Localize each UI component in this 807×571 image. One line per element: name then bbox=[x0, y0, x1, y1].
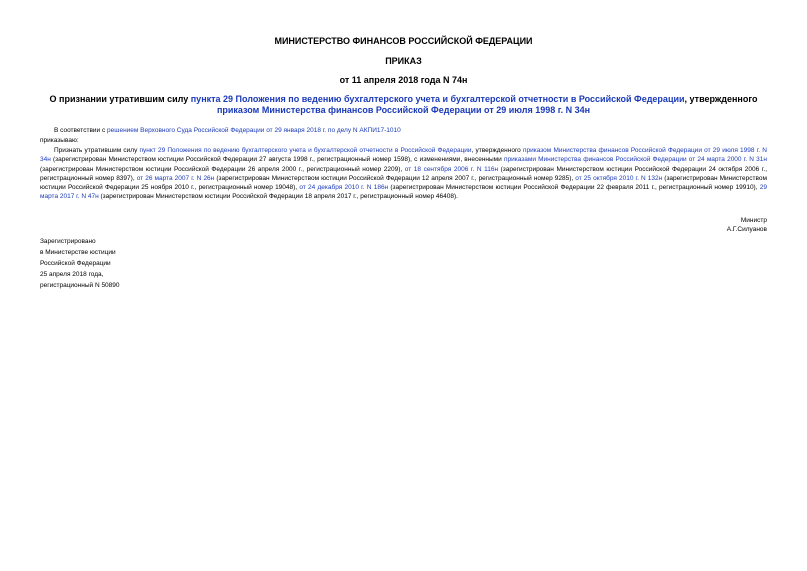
body-link-order-26n[interactable]: от 26 марта 2007 г. N 26н bbox=[136, 174, 215, 182]
body-text-2: , утвержденного bbox=[471, 147, 523, 154]
body-link-order-47n[interactable]: 29 марта 2017 г. N 47н bbox=[40, 184, 767, 201]
title-link-point-29[interactable]: пункта 29 Положения по ведению бухгалтерского учета и бухгалтерской отчетности в Российской Федерации bbox=[190, 94, 685, 104]
body-link-order-34n[interactable]: приказом Министерства финансов Российской Федерации от 29 июля 1998 г. N 34н bbox=[40, 147, 767, 164]
body-text-6: (зарегистрирован Министерством юстиции Российской Федерации 12 апреля 2007 г., регистрационный номер 9285), bbox=[214, 174, 576, 182]
body-text-3: (зарегистрирован Министерством юстиции Российской Федерации 27 августа 1998 г., регистрационный номер 1598), с изменениями, внесенными bbox=[50, 156, 504, 164]
title-text-2: , утвержденного bbox=[684, 94, 758, 104]
preamble bbox=[54, 126, 781, 135]
document-title bbox=[40, 94, 767, 116]
signature-position: Министр bbox=[740, 217, 767, 224]
preamble-link-court-decision[interactable]: решением Верховного Суда Российской Федерации от 29 января 2018 г. по делу N АКПИ17-1010 bbox=[107, 127, 401, 134]
body-text-7: (зарегистрирован Министерством юстиции Российской Федерации 25 ноября 2010 г., регистрационный номер 19048), bbox=[40, 174, 767, 192]
body-link-point-29[interactable]: пункт 29 Положения по ведению бухгалтерского учета и бухгалтерской отчетности в Российской Федерации bbox=[139, 147, 472, 154]
registration-line-4: 25 апреля 2018 года, bbox=[40, 271, 104, 278]
doc-type-heading: ПРИКАЗ bbox=[385, 56, 422, 66]
signature-name: А.Г.Силуанов bbox=[726, 226, 767, 233]
body-text-4: (зарегистрирован Министерством юстиции Российской Федерации 26 апреля 2000 г., регистрационный номер 2209), bbox=[40, 165, 405, 173]
title-text-1: О признании утратившим силу bbox=[49, 94, 191, 104]
registration-line-1: Зарегистрировано bbox=[40, 238, 96, 245]
body-link-order-132n[interactable]: от 25 октября 2010 г. N 132н bbox=[575, 174, 663, 182]
body-link-order-186n[interactable]: от 24 декабря 2010 г. N 186н bbox=[299, 184, 389, 192]
body-text-5: (зарегистрирован Министерством юстиции Российской Федерации 24 октября 2006 г., регистрационный номер 8397), bbox=[40, 165, 767, 182]
signature-block bbox=[727, 216, 767, 234]
body-link-order-116n[interactable]: от 18 сентября 2006 г. N 116н bbox=[404, 165, 499, 173]
order-word: приказываю: bbox=[40, 137, 79, 144]
preamble-text: В соответствии с bbox=[54, 127, 108, 134]
registration-block bbox=[40, 236, 120, 291]
registration-line-2: в Министерстве юстиции bbox=[40, 249, 116, 256]
ministry-heading: МИНИСТЕРСТВО ФИНАНСОВ РОССИЙСКОЙ ФЕДЕРАЦИИ bbox=[274, 36, 533, 46]
body-text-1: Признать утратившим силу bbox=[54, 147, 140, 154]
body-link-order-31n[interactable]: приказами Министерства финансов Российской Федерации от 24 марта 2000 г. N 31н bbox=[503, 156, 767, 164]
registration-line-5: регистрационный N 50890 bbox=[40, 282, 120, 289]
body-text-8: (зарегистрирован Министерством юстиции Российской Федерации 22 февраля 2011 г., регистрационный номер 19910), bbox=[388, 184, 760, 192]
body-text-9: (зарегистрирован Министерством юстиции Российской Федерации 18 апреля 2017 г., регистрационный номер 46408). bbox=[98, 193, 458, 201]
title-link-order-34n[interactable]: приказом Министерства финансов Российской Федерации от 29 июля 1998 г. N 34н bbox=[216, 105, 591, 115]
doc-date-number: от 11 апреля 2018 года N 74н bbox=[339, 75, 468, 85]
main-paragraph bbox=[40, 146, 767, 202]
registration-line-3: Российской Федерации bbox=[40, 260, 111, 267]
